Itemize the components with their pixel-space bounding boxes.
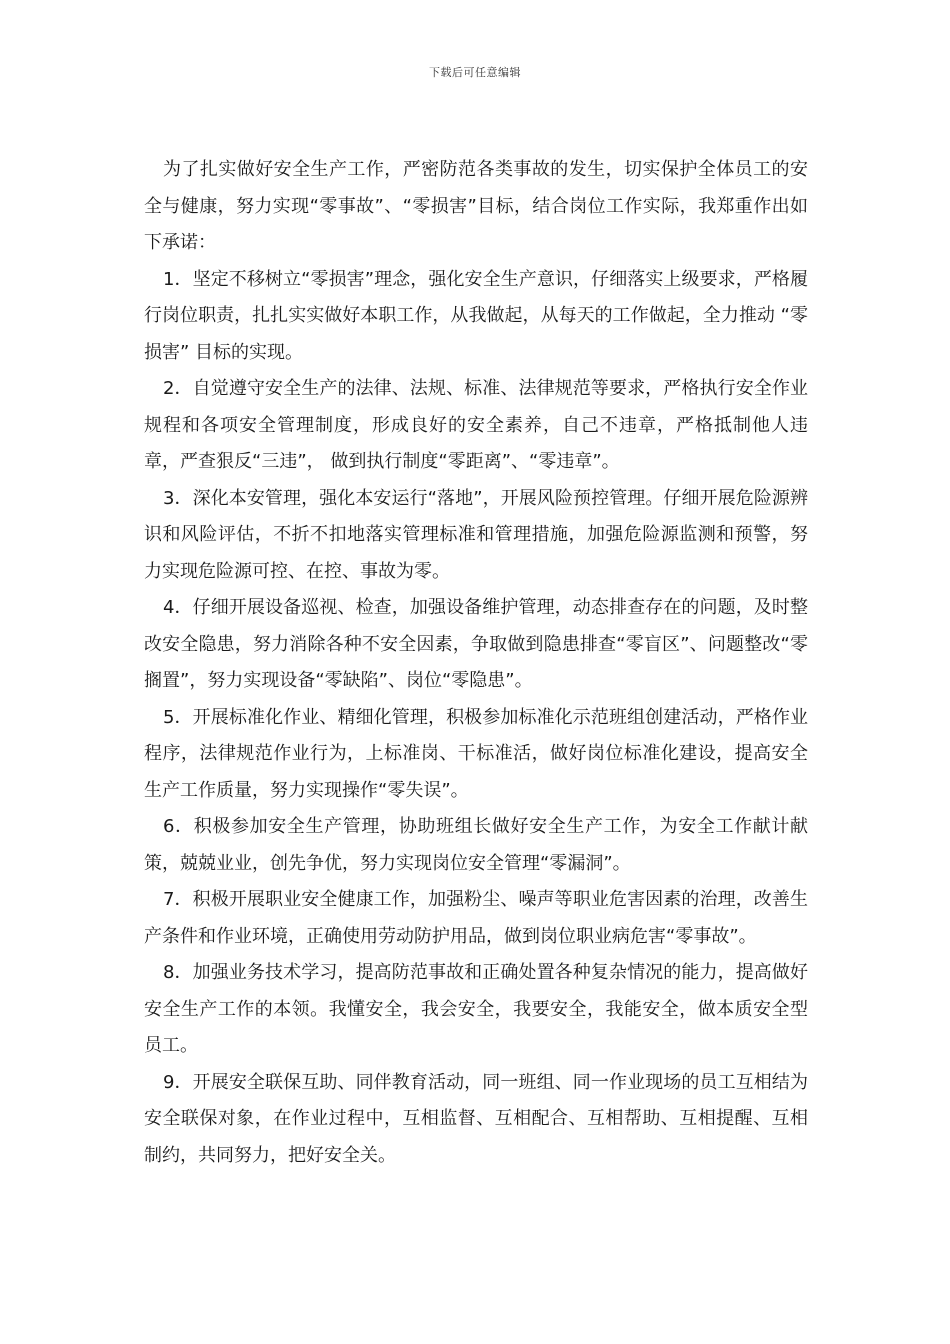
pledge-item-8: 8．加强业务技术学习，提高防范事故和正确处置各种复杂情况的能力，提高做好安全生产工作的本领。我懂安全，我会安全，我要安全，我能安全，做本质安全型员工。 [144, 962, 808, 1056]
pledge-item-3: 3．深化本安管理，强化本安运行“落地”，开展风险预控管理。仔细开展危险源辨识和风险评估，不折不扣地落实管理标准和管理措施，加强危险源监测和预警，努力实现危险源可控、在控、事故为零。 [144, 487, 808, 582]
pledge-item-1: 1．坚定不移树立“零损害”理念，强化安全生产意识，仔细落实上级要求，严格履行岗位职责，扎扎实实做好本职工作，从我做起，从每天的工作做起，全力推动 “零损害” 目标的实现。 [144, 268, 808, 363]
header-watermark: 下载后可任意编辑 [429, 66, 521, 79]
intro-paragraph: 为了扎实做好安全生产工作，严密防范各类事故的发生，切实保护全体员工的安全与健康，努力实现“零事故”、“零损害”目标，结合岗位工作实际，我郑重作出如下承诺： [144, 159, 808, 253]
pledge-item-2: 2．自觉遵守安全生产的法律、法规、标准、法律规范等要求，严格执行安全作业规程和各项安全管理制度，形成良好的安全素养，自己不违章，严格抵制他人违章，严查狠反“三违”， 做到执行制度“零距离”、“零违章”。 [144, 378, 808, 472]
pledge-item-5: 5．开展标准化作业、精细化管理，积极参加标准化示范班组创建活动，严格作业程序，法律规范作业行为，上标准岗、干标准活，做好岗位标准化建设，提高安全生产工作质量，努力实现操作“零失误”。 [144, 706, 808, 801]
pledge-item-4: 4．仔细开展设备巡视、检查，加强设备维护管理，动态排查存在的问题，及时整改安全隐患，努力消除各种不安全因素，争取做到隐患排查“零盲区”、问题整改“零搁置”，努力实现设备“零缺陷”、岗位“零隐患”。 [144, 597, 808, 691]
pledge-item-7: 7．积极开展职业安全健康工作，加强粉尘、噪声等职业危害因素的治理，改善生产条件和作业环境，正确使用劳动防护用品，做到岗位职业病危害“零事故”。 [144, 889, 808, 947]
pledge-item-6: 6．积极参加安全生产管理，协助班组长做好安全生产工作，为安全工作献计献策，兢兢业业，创先争优，努力实现岗位安全管理“零漏洞”。 [144, 816, 808, 874]
pledge-item-9: 9．开展安全联保互助、同伴教育活动，同一班组、同一作业现场的员工互相结为安全联保对象，在作业过程中，互相监督、互相配合、互相帮助、互相提醒、互相制约，共同努力，把好安全关。 [144, 1071, 808, 1166]
document-body [144, 152, 808, 1174]
